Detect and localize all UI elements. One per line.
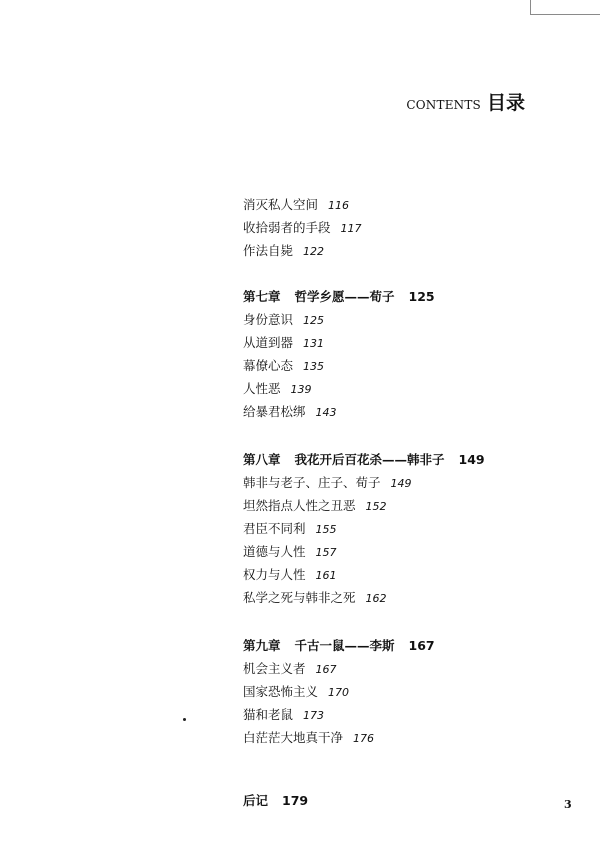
chapter-heading <box>243 285 485 308</box>
chapter-page: 125 <box>408 289 435 304</box>
entry-title: 道德与人性 <box>243 544 306 559</box>
chapter-items <box>243 308 485 423</box>
entry-page: 143 <box>315 406 337 419</box>
chapter-page: 167 <box>408 638 435 653</box>
scan-edge <box>530 0 600 15</box>
toc-entry <box>243 680 485 703</box>
entry-page: 135 <box>303 360 325 373</box>
toc-entry <box>243 400 485 423</box>
entry-title: 机会主义者 <box>243 661 306 676</box>
entry-page: 139 <box>290 383 312 396</box>
entry-title: 权力与人性 <box>243 567 306 582</box>
chapter-heading <box>243 634 485 657</box>
chapter-items <box>243 657 485 749</box>
chapter-label: 第八章 <box>243 452 281 467</box>
chapter-title: 千古一鼠——李斯 <box>294 638 395 653</box>
entry-title: 收拾弱者的手段 <box>243 220 331 235</box>
toc-entry <box>243 331 485 354</box>
toc-entry <box>243 377 485 400</box>
chapter-title: 我花开后百花杀——韩非子 <box>294 452 445 467</box>
entry-title: 私学之死与韩非之死 <box>243 590 356 605</box>
toc-entry <box>243 193 485 216</box>
entry-title: 白茫茫大地真干净 <box>243 730 344 745</box>
entry-title: 从道到器 <box>243 335 294 350</box>
toc-entry <box>243 239 485 262</box>
entry-page: 131 <box>303 337 325 350</box>
entry-title: 给暴君松绑 <box>243 404 306 419</box>
toc-entry <box>243 563 485 586</box>
chapter-page: 149 <box>458 452 485 467</box>
toc-entry <box>243 726 485 749</box>
entry-title: 韩非与老子、庄子、荀子 <box>243 475 381 490</box>
entry-page: 170 <box>328 686 350 699</box>
entry-title: 消灭私人空间 <box>243 197 319 212</box>
table-of-contents <box>243 193 485 812</box>
toc-entry <box>243 354 485 377</box>
page-number: 3 <box>564 798 572 811</box>
entry-title: 国家恐怖主义 <box>243 684 319 699</box>
afterword-title: 后记 <box>243 793 269 808</box>
entry-page: 161 <box>315 569 337 582</box>
toc-entry <box>243 517 485 540</box>
toc-entry <box>243 471 485 494</box>
chapter-label: 第七章 <box>243 289 281 304</box>
chapter-items <box>243 471 485 609</box>
entry-page: 117 <box>340 222 362 235</box>
entry-page: 155 <box>315 523 337 536</box>
entry-title: 君臣不同利 <box>243 521 306 536</box>
entry-page: 116 <box>328 199 350 212</box>
chapter-label: 第九章 <box>243 638 281 653</box>
entry-title: 作法自毙 <box>243 243 294 258</box>
entry-title: 幕僚心态 <box>243 358 294 373</box>
entry-page: 173 <box>303 709 325 722</box>
entry-page: 167 <box>315 663 337 676</box>
section-items <box>243 193 485 262</box>
scan-speck <box>183 718 186 721</box>
toc-entry <box>243 494 485 517</box>
contents-header <box>406 88 525 115</box>
toc-entry <box>243 216 485 239</box>
chapter-heading <box>243 448 485 471</box>
afterword-heading <box>243 789 485 812</box>
contents-label-zh: 目录 <box>486 92 525 114</box>
afterword-page: 179 <box>282 793 309 808</box>
entry-page: 157 <box>315 546 337 559</box>
entry-page: 122 <box>303 245 325 258</box>
chapter-title: 哲学乡愿——荀子 <box>294 289 395 304</box>
entry-page: 125 <box>303 314 325 327</box>
entry-page: 162 <box>365 592 387 605</box>
entry-page: 149 <box>390 477 412 490</box>
entry-title: 猫和老鼠 <box>243 707 294 722</box>
entry-page: 152 <box>365 500 387 513</box>
toc-entry <box>243 308 485 331</box>
toc-entry <box>243 657 485 680</box>
entry-page: 176 <box>353 732 375 745</box>
entry-title: 坦然指点人性之丑恶 <box>243 498 356 513</box>
contents-label-en: CONTENTS <box>406 98 481 112</box>
entry-title: 身份意识 <box>243 312 294 327</box>
toc-entry <box>243 586 485 609</box>
toc-entry <box>243 540 485 563</box>
toc-entry <box>243 703 485 726</box>
entry-title: 人性恶 <box>243 381 281 396</box>
